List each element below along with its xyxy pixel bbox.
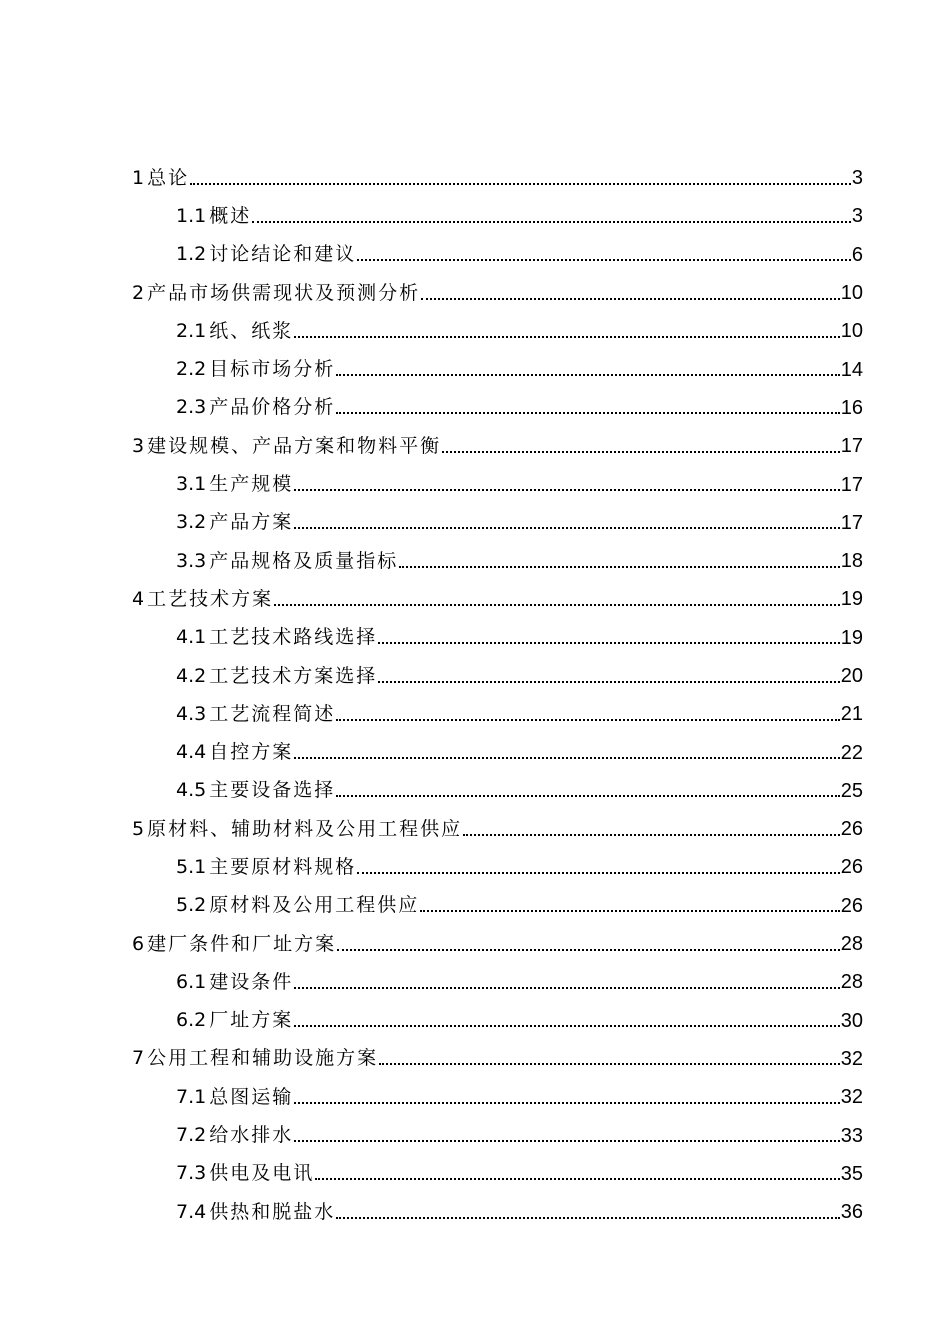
toc-entry-page-number: 17 xyxy=(840,435,863,458)
toc-entry-number: 3.1 xyxy=(176,473,207,496)
toc-chapter-entry[interactable] xyxy=(0,580,950,618)
dot-leader xyxy=(379,1049,840,1068)
toc-entry-page-number: 28 xyxy=(840,971,863,994)
toc-entry-number: 6 xyxy=(132,932,145,955)
toc-entry-text xyxy=(176,398,335,417)
toc-entry-text xyxy=(132,817,463,840)
toc-entry-page-number: 14 xyxy=(840,358,863,381)
dot-leader xyxy=(294,973,840,992)
dot-leader xyxy=(357,245,851,264)
toc-chapter-entry[interactable] xyxy=(0,159,950,197)
toc-section-entry[interactable] xyxy=(0,657,950,695)
toc-entry-title: 产品方案 xyxy=(209,511,294,534)
toc-entry-page-number: 3 xyxy=(851,167,863,190)
toc-entry-title: 供热和脱盐水 xyxy=(209,1200,336,1223)
toc-entry-number: 3.3 xyxy=(176,549,207,572)
toc-entry-page-number: 16 xyxy=(840,396,863,419)
dot-leader xyxy=(463,820,840,839)
toc-entry-page-number: 35 xyxy=(840,1162,863,1185)
toc-entry-title: 产品市场供需现状及预测分析 xyxy=(147,281,421,304)
dot-leader xyxy=(378,628,840,647)
toc-entry-title: 工艺技术方案 xyxy=(147,587,274,610)
dot-leader xyxy=(294,475,840,494)
toc-section-entry[interactable] xyxy=(0,1193,950,1231)
toc-entry-text xyxy=(176,628,377,647)
toc-section-entry[interactable] xyxy=(0,1155,950,1193)
toc-entry-title: 主要设备选择 xyxy=(209,779,336,802)
toc-entry-text xyxy=(132,166,190,189)
toc-entry-title: 主要原材料规格 xyxy=(209,855,357,878)
toc-entry-page-number: 36 xyxy=(840,1201,863,1224)
toc-section-entry[interactable] xyxy=(0,887,950,925)
toc-entry-title: 总图运输 xyxy=(209,1085,294,1108)
toc-entry-text xyxy=(176,1164,314,1183)
toc-entry-title: 产品规格及质量指标 xyxy=(209,549,399,572)
toc-entry-page-number: 6 xyxy=(851,243,863,266)
toc-section-entry[interactable] xyxy=(0,350,950,388)
toc-entry-title: 给水排水 xyxy=(209,1124,294,1147)
toc-entry-page-number: 26 xyxy=(840,856,863,879)
toc-entry-title: 工艺技术方案选择 xyxy=(209,664,378,687)
toc-entry-title: 原材料、辅助材料及公用工程供应 xyxy=(147,817,463,840)
toc-entry-text xyxy=(176,549,399,572)
dot-leader xyxy=(294,322,840,341)
toc-entry-number: 2.2 xyxy=(176,358,207,381)
toc-entry-title: 产品价格分析 xyxy=(209,396,336,419)
toc-entry-number: 6.2 xyxy=(176,1009,207,1032)
toc-section-entry[interactable] xyxy=(0,542,950,580)
toc-entry-title: 目标市场分析 xyxy=(209,358,336,381)
dot-leader xyxy=(336,398,840,417)
dot-leader xyxy=(420,896,840,915)
toc-entry-number: 5 xyxy=(132,817,145,840)
dot-leader xyxy=(399,552,840,571)
toc-entry-text xyxy=(176,896,419,915)
toc-entry-number: 4.1 xyxy=(176,626,207,649)
toc-entry-number: 2.1 xyxy=(176,319,207,342)
dot-leader xyxy=(315,1164,840,1183)
toc-entry-text xyxy=(176,1200,336,1223)
toc-entry-text xyxy=(176,781,335,800)
toc-section-entry[interactable] xyxy=(0,1078,950,1116)
toc-entry-title: 工艺技术路线选择 xyxy=(209,626,378,649)
toc-entry-title: 供电及电讯 xyxy=(209,1162,315,1185)
toc-entry-page-number: 17 xyxy=(840,473,863,496)
toc-entry-title: 自控方案 xyxy=(209,741,294,764)
toc-entry-number: 2 xyxy=(132,281,145,304)
toc-section-entry[interactable] xyxy=(0,504,950,542)
dot-leader xyxy=(294,743,840,762)
toc-entry-text xyxy=(176,664,378,687)
toc-entry-page-number: 18 xyxy=(840,550,863,573)
toc-entry-page-number: 17 xyxy=(840,511,863,534)
toc-entry-number: 4 xyxy=(132,587,145,610)
toc-entry-number: 3 xyxy=(132,434,145,457)
toc-entry-title: 工艺流程简述 xyxy=(209,702,336,725)
toc-entry-number: 7.2 xyxy=(176,1124,207,1147)
dot-leader xyxy=(274,590,840,609)
dot-leader xyxy=(336,705,840,724)
toc-entry-page-number: 32 xyxy=(840,1086,863,1109)
dot-leader xyxy=(336,781,840,800)
toc-entry-page-number: 26 xyxy=(840,818,863,841)
toc-section-entry[interactable] xyxy=(0,848,950,886)
toc-section-entry[interactable] xyxy=(0,1002,950,1040)
toc-entry-text xyxy=(176,1085,294,1108)
toc-entry-number: 5.1 xyxy=(176,855,207,878)
toc-entry-number: 7.3 xyxy=(176,1162,207,1185)
toc-entry-page-number: 22 xyxy=(840,741,863,764)
toc-entry-text xyxy=(176,970,294,993)
toc-entry-number: 7 xyxy=(132,1047,145,1070)
dot-leader xyxy=(357,858,840,877)
toc-entry-title: 纸、纸浆 xyxy=(209,319,294,342)
toc-section-entry[interactable] xyxy=(0,312,950,350)
dot-leader xyxy=(252,207,851,226)
toc-entry-number: 4.4 xyxy=(176,741,207,764)
toc-entry-page-number: 10 xyxy=(840,320,863,343)
toc-entry-text xyxy=(132,1049,378,1068)
toc-entry-text xyxy=(132,932,337,955)
toc-entry-number: 4.3 xyxy=(176,702,207,725)
dot-leader xyxy=(294,1126,840,1145)
toc-entry-number: 7.1 xyxy=(176,1085,207,1108)
toc-section-entry[interactable] xyxy=(0,733,950,771)
toc-entry-title: 总论 xyxy=(147,166,190,189)
toc-entry-text xyxy=(176,702,336,725)
toc-entry-text xyxy=(176,475,293,494)
toc-entry-text xyxy=(176,360,335,379)
dot-leader xyxy=(337,935,840,954)
toc-entry-number: 3.2 xyxy=(176,511,207,534)
toc-entry-title: 建设条件 xyxy=(209,970,294,993)
toc-entry-page-number: 26 xyxy=(840,894,863,917)
toc-chapter-entry[interactable] xyxy=(0,810,950,848)
toc-section-entry[interactable] xyxy=(0,619,950,657)
toc-entry-page-number: 33 xyxy=(840,1124,863,1147)
toc-chapter-entry[interactable] xyxy=(0,1040,950,1078)
toc-entry-text xyxy=(176,1126,293,1145)
toc-entry-page-number: 32 xyxy=(840,1047,863,1070)
dot-leader xyxy=(294,513,840,532)
dot-leader xyxy=(190,169,851,188)
toc-entry-number: 4.2 xyxy=(176,664,207,687)
dot-leader xyxy=(294,1011,840,1030)
toc-entry-title: 公用工程和辅助设施方案 xyxy=(147,1047,379,1070)
toc-entry-number: 5.2 xyxy=(176,894,207,917)
toc-section-entry[interactable] xyxy=(0,389,950,427)
toc-entry-number: 7.4 xyxy=(176,1200,207,1223)
dot-leader xyxy=(378,667,840,686)
toc-entry-number: 1 xyxy=(132,166,145,189)
toc-section-entry[interactable] xyxy=(0,772,950,810)
toc-entry-page-number: 10 xyxy=(840,282,863,305)
toc-entry-text xyxy=(176,855,357,878)
toc-entry-page-number: 30 xyxy=(840,1009,863,1032)
toc-chapter-entry[interactable] xyxy=(0,925,950,963)
toc-entry-number: 1.2 xyxy=(176,243,207,266)
toc-entry-title: 概述 xyxy=(209,204,252,227)
toc-entry-title: 生产规模 xyxy=(209,473,294,496)
toc-entry-title: 厂址方案 xyxy=(209,1009,294,1032)
toc-entry-text xyxy=(176,319,294,342)
toc-entry-page-number: 19 xyxy=(840,626,863,649)
toc-section-entry[interactable] xyxy=(0,695,950,733)
toc-entry-number: 2.3 xyxy=(176,396,207,419)
toc-entry-text xyxy=(176,513,293,532)
dot-leader xyxy=(421,284,840,303)
toc-section-entry[interactable] xyxy=(0,963,950,1001)
toc-entry-page-number: 21 xyxy=(840,703,863,726)
toc-entry-title: 建厂条件和厂址方案 xyxy=(147,932,337,955)
toc-entry-title: 讨论结论和建议 xyxy=(209,243,357,266)
toc-entry-text xyxy=(176,743,293,762)
dot-leader xyxy=(336,1203,840,1222)
toc-entry-title: 原材料及公用工程供应 xyxy=(209,894,420,917)
dot-leader xyxy=(336,360,840,379)
toc-entry-title: 建设规模、产品方案和物料平衡 xyxy=(147,434,442,457)
toc-entry-page-number: 28 xyxy=(840,933,863,956)
toc-section-entry[interactable] xyxy=(0,1116,950,1154)
toc-entry-page-number: 19 xyxy=(840,588,863,611)
toc-section-entry[interactable] xyxy=(0,236,950,274)
toc-chapter-entry[interactable] xyxy=(0,427,950,465)
toc-entry-number: 6.1 xyxy=(176,970,207,993)
dot-leader xyxy=(294,1088,840,1107)
dot-leader xyxy=(442,437,840,456)
toc-section-entry[interactable] xyxy=(0,197,950,235)
toc-entry-text xyxy=(176,204,252,227)
toc-entry-text xyxy=(176,245,356,264)
toc-entry-page-number: 3 xyxy=(851,205,863,228)
toc-entry-page-number: 25 xyxy=(840,779,863,802)
toc-section-entry[interactable] xyxy=(0,465,950,503)
toc-entry-text xyxy=(176,1011,293,1030)
toc-entry-page-number: 20 xyxy=(840,665,863,687)
toc-entry-text xyxy=(132,281,421,304)
toc-entry-text xyxy=(132,587,274,610)
toc-entry-number: 1.1 xyxy=(176,204,207,227)
toc-entry-number: 4.5 xyxy=(176,779,207,802)
toc-entry-text xyxy=(132,434,442,457)
table-of-contents xyxy=(0,159,950,1231)
toc-chapter-entry[interactable] xyxy=(0,274,950,312)
